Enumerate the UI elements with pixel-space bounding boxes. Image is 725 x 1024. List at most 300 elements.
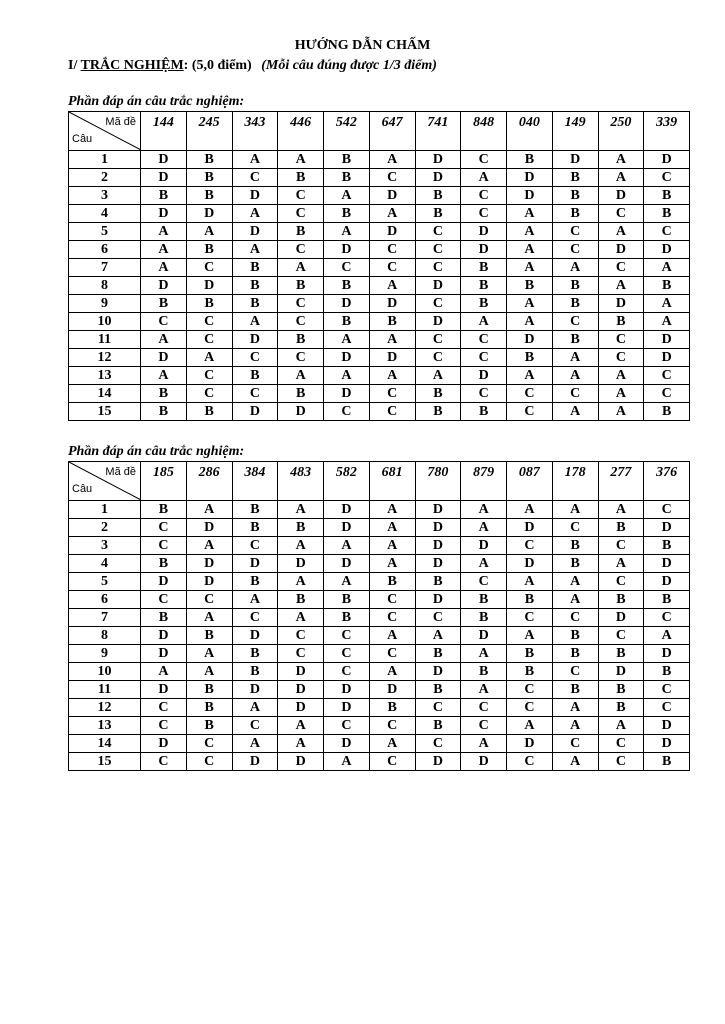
answer-cell: B [507, 663, 553, 681]
answer-cell: B [552, 295, 598, 313]
answer-cell: C [644, 501, 690, 519]
answer-cell: B [278, 385, 324, 403]
answer-cell: B [232, 367, 278, 385]
answer-cell: D [461, 223, 507, 241]
answer-cell: B [415, 573, 461, 591]
table-caption-1: Phần đáp án câu trắc nghiệm: [68, 94, 245, 109]
answer-cell: B [644, 591, 690, 609]
answer-cell: D [598, 609, 644, 627]
answer-cell: B [232, 501, 278, 519]
answer-cell: C [552, 519, 598, 537]
answer-cell: A [324, 187, 370, 205]
answer-cell: C [552, 241, 598, 259]
answer-cell: A [278, 501, 324, 519]
answer-cell: C [552, 663, 598, 681]
table-row [69, 349, 690, 367]
answer-cell: B [552, 277, 598, 295]
answer-cell: C [461, 187, 507, 205]
answer-cell: A [598, 555, 644, 573]
answer-cell: A [186, 223, 232, 241]
answer-cell: B [507, 349, 553, 367]
table-row [69, 645, 690, 663]
answer-cell: A [415, 367, 461, 385]
answer-cell: C [461, 385, 507, 403]
answer-cell: A [232, 591, 278, 609]
answer-cell: A [598, 385, 644, 403]
question-number-cell: 7 [69, 609, 141, 627]
answer-cell: D [461, 537, 507, 555]
answer-cell: C [186, 753, 232, 771]
answer-cell: B [186, 187, 232, 205]
answer-cell: B [232, 519, 278, 537]
answer-cell: C [415, 241, 461, 259]
answer-cell: B [369, 313, 415, 331]
answer-cell: D [415, 555, 461, 573]
corner-label-question: Câu [72, 483, 93, 495]
question-number-cell: 8 [69, 627, 141, 645]
answer-cell: D [232, 555, 278, 573]
answer-cell: D [324, 555, 370, 573]
answer-cell: D [369, 223, 415, 241]
answer-cell: A [278, 609, 324, 627]
question-number-cell: 11 [69, 681, 141, 699]
answer-cell: C [369, 591, 415, 609]
answer-cell: A [369, 277, 415, 295]
answer-cell: D [324, 385, 370, 403]
answer-cell: C [186, 591, 232, 609]
answer-cell: D [644, 735, 690, 753]
question-number-cell: 5 [69, 573, 141, 591]
table-row [69, 609, 690, 627]
answer-cell: B [461, 295, 507, 313]
answer-cell: D [141, 277, 187, 295]
table-row [69, 627, 690, 645]
answer-cell: A [324, 331, 370, 349]
answer-cell: C [598, 331, 644, 349]
answer-cell: C [324, 717, 370, 735]
exam-code-header: 376 [644, 462, 690, 501]
answer-cell: A [507, 259, 553, 277]
answer-cell: C [598, 735, 644, 753]
answer-cell: B [186, 627, 232, 645]
answer-cell: D [141, 349, 187, 367]
exam-code-header: 780 [415, 462, 461, 501]
answer-cell: B [232, 295, 278, 313]
exam-code-header: 384 [232, 462, 278, 501]
answer-cell: B [232, 663, 278, 681]
answer-cell: B [415, 717, 461, 735]
answer-cell: A [598, 277, 644, 295]
answer-cell: A [644, 295, 690, 313]
table-row [69, 205, 690, 223]
answer-cell: B [186, 295, 232, 313]
answer-cell: B [186, 403, 232, 421]
page-title: HƯỚNG DẪN CHẤM [294, 38, 431, 53]
answer-cell: A [278, 573, 324, 591]
answer-cell: A [507, 367, 553, 385]
answer-cell: B [461, 277, 507, 295]
answer-cell: C [232, 537, 278, 555]
question-number-cell: 13 [69, 717, 141, 735]
answer-cell: D [278, 663, 324, 681]
answer-cell: A [598, 717, 644, 735]
answer-cell: A [186, 609, 232, 627]
exam-code-header: 149 [552, 112, 598, 151]
answer-cell: C [278, 241, 324, 259]
exam-code-header: 343 [232, 112, 278, 151]
answer-cell: C [552, 735, 598, 753]
table-row [69, 169, 690, 187]
answer-cell: B [369, 699, 415, 717]
answer-cell: C [415, 259, 461, 277]
answer-cell: C [324, 259, 370, 277]
answer-cell: A [369, 555, 415, 573]
table-row [69, 573, 690, 591]
question-number-cell: 9 [69, 645, 141, 663]
answer-cell: C [324, 663, 370, 681]
answer-cell: C [598, 537, 644, 555]
answer-cell: A [324, 537, 370, 555]
exam-code-header: 681 [369, 462, 415, 501]
answer-cell: D [278, 699, 324, 717]
answer-cell: C [232, 717, 278, 735]
answer-cell: D [415, 501, 461, 519]
answer-cell: B [324, 609, 370, 627]
answer-cell: D [324, 349, 370, 367]
answer-table-1 [68, 111, 690, 421]
answer-cell: B [598, 313, 644, 331]
answer-cell: A [415, 627, 461, 645]
answer-cell: A [507, 717, 553, 735]
answer-cell: D [644, 331, 690, 349]
answer-cell: A [232, 151, 278, 169]
answer-cell: D [369, 187, 415, 205]
answer-cell: D [415, 519, 461, 537]
answer-cell: C [369, 385, 415, 403]
answer-cell: C [507, 537, 553, 555]
table-row [69, 295, 690, 313]
answer-cell: D [186, 277, 232, 295]
answer-cell: D [186, 555, 232, 573]
question-number-cell: 9 [69, 295, 141, 313]
answer-cell: D [644, 349, 690, 367]
answer-cell: A [324, 753, 370, 771]
exam-code-header: 286 [186, 462, 232, 501]
answer-cell: B [186, 241, 232, 259]
answer-cell: D [186, 573, 232, 591]
answer-cell: C [278, 295, 324, 313]
answer-cell: B [278, 331, 324, 349]
table-row [69, 331, 690, 349]
answer-cell: A [324, 223, 370, 241]
answer-cell: B [278, 277, 324, 295]
answer-cell: D [461, 627, 507, 645]
answer-cell: A [278, 367, 324, 385]
table-row [69, 519, 690, 537]
answer-cell: B [644, 753, 690, 771]
table-row [69, 753, 690, 771]
answer-cell: D [415, 313, 461, 331]
answer-cell: B [324, 277, 370, 295]
answer-cell: C [415, 609, 461, 627]
answer-cell: C [186, 367, 232, 385]
table-row [69, 681, 690, 699]
answer-cell: A [461, 681, 507, 699]
answer-cell: B [461, 663, 507, 681]
answer-cell: C [232, 609, 278, 627]
answer-cell: B [186, 151, 232, 169]
answer-cell: D [507, 169, 553, 187]
answer-cell: D [507, 187, 553, 205]
answer-cell: A [232, 699, 278, 717]
question-number-cell: 11 [69, 331, 141, 349]
table-row [69, 591, 690, 609]
answer-cell: C [186, 313, 232, 331]
answer-cell: D [461, 241, 507, 259]
answer-cell: C [232, 385, 278, 403]
answer-cell: B [644, 277, 690, 295]
answer-cell: B [415, 205, 461, 223]
answer-cell: D [141, 151, 187, 169]
answer-cell: A [461, 735, 507, 753]
question-number-cell: 2 [69, 169, 141, 187]
question-number-cell: 3 [69, 187, 141, 205]
answer-cell: D [324, 699, 370, 717]
answer-cell: C [369, 753, 415, 771]
answer-cell: C [278, 349, 324, 367]
answer-cell: D [415, 753, 461, 771]
exam-code-header: 250 [598, 112, 644, 151]
exam-code-header: 087 [507, 462, 553, 501]
answer-cell: C [186, 259, 232, 277]
answer-cell: A [552, 403, 598, 421]
answer-cell: C [598, 349, 644, 367]
answer-cell: B [186, 699, 232, 717]
answer-cell: A [141, 259, 187, 277]
answer-cell: A [507, 241, 553, 259]
answer-cell: D [644, 573, 690, 591]
answer-cell: A [552, 753, 598, 771]
answer-cell: D [598, 241, 644, 259]
answer-cell: D [141, 205, 187, 223]
answer-cell: A [598, 501, 644, 519]
answer-cell: D [324, 501, 370, 519]
answer-cell: B [278, 169, 324, 187]
answer-cell: B [186, 717, 232, 735]
answer-cell: D [278, 753, 324, 771]
answer-cell: D [461, 367, 507, 385]
answer-cell: A [186, 349, 232, 367]
question-number-cell: 5 [69, 223, 141, 241]
answer-cell: D [232, 223, 278, 241]
table-row [69, 403, 690, 421]
answer-cell: A [369, 501, 415, 519]
answer-cell: D [644, 555, 690, 573]
answer-cell: B [232, 259, 278, 277]
table-row [69, 277, 690, 295]
answer-cell: B [232, 645, 278, 663]
answer-cell: A [507, 627, 553, 645]
table-row [69, 241, 690, 259]
answer-cell: B [324, 169, 370, 187]
answer-cell: C [598, 573, 644, 591]
answer-cell: D [507, 735, 553, 753]
answer-cell: A [141, 241, 187, 259]
answer-cell: D [598, 295, 644, 313]
answer-cell: B [415, 187, 461, 205]
header-row [69, 112, 690, 151]
answer-cell: C [186, 331, 232, 349]
answer-cell: C [369, 717, 415, 735]
question-number-cell: 4 [69, 555, 141, 573]
answer-cell: C [415, 349, 461, 367]
answer-cell: C [598, 753, 644, 771]
answer-cell: A [461, 555, 507, 573]
answer-cell: A [461, 645, 507, 663]
answer-cell: A [644, 259, 690, 277]
answer-cell: C [141, 591, 187, 609]
question-number-cell: 2 [69, 519, 141, 537]
answer-cell: B [552, 555, 598, 573]
answer-cell: B [415, 385, 461, 403]
answer-cell: A [186, 645, 232, 663]
answer-cell: D [278, 555, 324, 573]
answer-cell: B [644, 663, 690, 681]
answer-cell: C [324, 627, 370, 645]
answer-cell: D [369, 681, 415, 699]
answer-cell: D [141, 573, 187, 591]
answer-cell: D [232, 403, 278, 421]
answer-cell: B [598, 699, 644, 717]
answer-cell: C [186, 385, 232, 403]
answer-cell: B [141, 187, 187, 205]
corner-label-code: Mã đề [105, 466, 136, 478]
answer-cell: D [415, 663, 461, 681]
answer-cell: D [369, 349, 415, 367]
answer-cell: C [369, 609, 415, 627]
answer-cell: C [507, 681, 553, 699]
answer-table-2 [68, 461, 690, 771]
answer-cell: B [461, 403, 507, 421]
question-number-cell: 6 [69, 241, 141, 259]
answer-cell: A [232, 735, 278, 753]
answer-cell: C [415, 331, 461, 349]
answer-cell: B [598, 519, 644, 537]
answer-cell: A [232, 313, 278, 331]
answer-cell: D [278, 681, 324, 699]
answer-cell: B [644, 403, 690, 421]
table-caption-2: Phần đáp án câu trắc nghiệm: [68, 444, 245, 459]
table-row [69, 501, 690, 519]
answer-cell: C [552, 609, 598, 627]
answer-cell: A [552, 349, 598, 367]
answer-cell: C [324, 645, 370, 663]
answer-cell: A [369, 331, 415, 349]
question-number-cell: 14 [69, 385, 141, 403]
answer-cell: C [644, 609, 690, 627]
answer-cell: C [278, 187, 324, 205]
answer-cell: A [552, 501, 598, 519]
answer-cell: A [186, 537, 232, 555]
table-row [69, 663, 690, 681]
answer-cell: D [415, 277, 461, 295]
answer-cell: C [552, 385, 598, 403]
answer-cell: D [232, 627, 278, 645]
answer-cell: C [278, 205, 324, 223]
answer-cell: B [278, 519, 324, 537]
answer-cell: B [552, 169, 598, 187]
answer-cell: B [552, 187, 598, 205]
question-number-cell: 10 [69, 313, 141, 331]
header-row [69, 462, 690, 501]
answer-cell: C [461, 573, 507, 591]
answer-cell: D [644, 645, 690, 663]
answer-cell: A [461, 501, 507, 519]
answer-cell: A [644, 627, 690, 645]
answer-cell: D [644, 519, 690, 537]
exam-code-header: 144 [141, 112, 187, 151]
answer-cell: D [369, 295, 415, 313]
table-row [69, 187, 690, 205]
answer-cell: C [507, 753, 553, 771]
table-row [69, 699, 690, 717]
answer-cell: C [415, 735, 461, 753]
answer-cell: A [369, 663, 415, 681]
section-prefix: I/ [68, 58, 78, 73]
exam-code-header: 185 [141, 462, 187, 501]
answer-cell: D [141, 681, 187, 699]
answer-cell: A [369, 151, 415, 169]
table-row [69, 259, 690, 277]
section-note: (Mỗi câu đúng được 1/3 điểm) [261, 58, 437, 73]
answer-cell: D [232, 753, 278, 771]
answer-cell: D [186, 205, 232, 223]
answer-cell: B [141, 555, 187, 573]
answer-cell: D [141, 735, 187, 753]
table-row [69, 151, 690, 169]
answer-cell: B [552, 627, 598, 645]
answer-cell: B [415, 645, 461, 663]
question-number-cell: 12 [69, 699, 141, 717]
corner-cell [69, 462, 141, 501]
answer-cell: B [552, 537, 598, 555]
answer-cell: B [552, 681, 598, 699]
table-row [69, 223, 690, 241]
answer-cell: A [232, 241, 278, 259]
answer-cell: B [369, 573, 415, 591]
exam-code-header: 339 [644, 112, 690, 151]
answer-cell: D [552, 151, 598, 169]
question-number-cell: 13 [69, 367, 141, 385]
answer-cell: C [552, 223, 598, 241]
answer-cell: D [644, 717, 690, 735]
exam-code-header: 178 [552, 462, 598, 501]
answer-cell: C [278, 627, 324, 645]
answer-cell: A [507, 223, 553, 241]
exam-code-header: 245 [186, 112, 232, 151]
answer-cell: A [369, 537, 415, 555]
answer-cell: D [324, 241, 370, 259]
answer-cell: D [324, 735, 370, 753]
question-number-cell: 4 [69, 205, 141, 223]
answer-cell: A [278, 151, 324, 169]
question-number-cell: 15 [69, 753, 141, 771]
answer-cell: D [507, 555, 553, 573]
answer-cell: C [644, 367, 690, 385]
answer-cell: D [324, 519, 370, 537]
answer-cell: B [644, 187, 690, 205]
answer-cell: C [141, 699, 187, 717]
